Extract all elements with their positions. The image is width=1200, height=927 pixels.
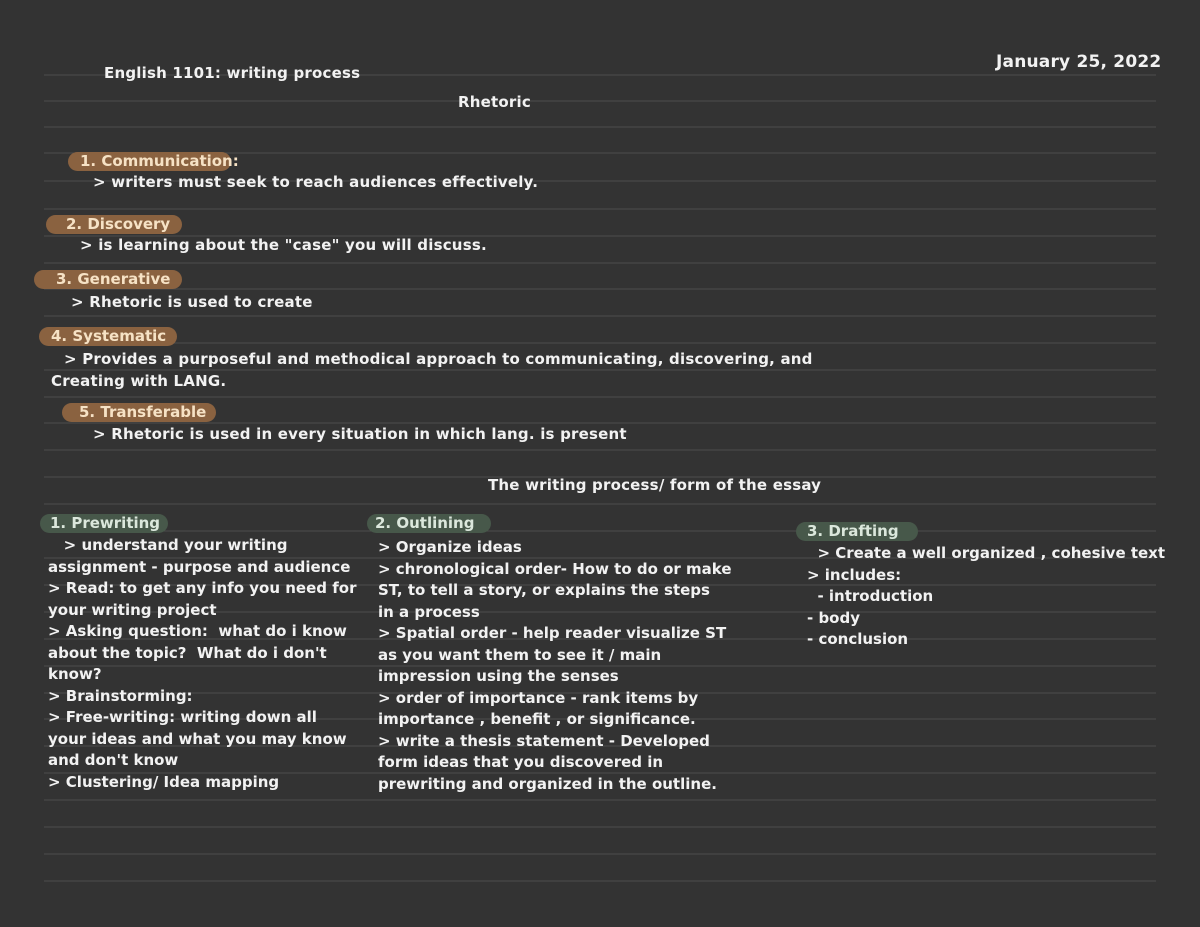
note-line: in a process <box>378 602 480 621</box>
note-line: and don't know <box>48 751 179 769</box>
note-line: your ideas and what you may know <box>48 729 347 748</box>
note-line: - body <box>807 608 861 627</box>
note-line: assignment - purpose and audience <box>48 557 351 576</box>
note-line: > Spatial order - help reader visualize ST <box>378 624 727 642</box>
rhetoric-heading-generative: 3. Generative <box>34 270 182 289</box>
note-line: > Organize ideas <box>378 538 522 556</box>
note-line: - introduction <box>807 587 934 605</box>
rhetoric-line: Creating with LANG. <box>51 372 227 390</box>
note-line: as you want them to see it / main <box>378 645 662 664</box>
note-line: prewriting and organized in the outline. <box>378 774 717 793</box>
note-line: > write a thesis statement - Developed <box>378 731 710 750</box>
rhetoric-heading-transferable: 5. Transferable <box>62 403 216 422</box>
rhetoric-line: > Provides a purposeful and methodical approach to communicating, discovering, and <box>64 350 813 368</box>
rhetoric-line: > Rhetoric is used in every situation in which lang. is present <box>93 425 627 443</box>
note-line: about the topic? What do i don't <box>48 643 327 662</box>
note-line: > chronological order- How to do or make <box>378 559 732 578</box>
note-line: impression using the senses <box>378 667 619 685</box>
drafting-notes <box>807 543 1165 651</box>
rhetoric-line: > is learning about the "case" you will discuss. <box>80 236 487 254</box>
note-line: > Asking question: what do i know <box>48 622 347 640</box>
note-line: form ideas that you discovered in <box>378 753 664 771</box>
rhetoric-heading-discovery: 2. Discovery <box>46 215 182 234</box>
note-line: > understand your writing <box>48 536 288 554</box>
rhetoric-heading-communication: 1. Communication: <box>68 152 231 171</box>
note-line: > order of importance - rank items by <box>378 688 699 707</box>
process-heading-drafting: 3. Drafting <box>796 522 918 541</box>
note-line: know? <box>48 665 102 683</box>
note-date: January 25, 2022 <box>996 52 1162 72</box>
rhetoric-line: > writers must seek to reach audiences effectively. <box>93 173 539 191</box>
note-line: your writing project <box>48 600 217 619</box>
process-heading-prewriting: 1. Prewriting <box>40 514 168 533</box>
note-line: > includes: <box>807 565 902 584</box>
process-title: The writing process/ form of the essay <box>488 476 822 494</box>
rhetoric-heading-systematic: 4. Systematic <box>39 327 177 346</box>
note-line: importance , benefit , or significance. <box>378 710 696 728</box>
course-title: English 1101: writing process <box>104 64 361 82</box>
note-line: > Free-writing: writing down all <box>48 708 317 726</box>
process-heading-outlining: 2. Outlining <box>367 514 491 533</box>
note-line: ST, to tell a story, or explains the steps <box>378 581 710 599</box>
rhetoric-line: > Rhetoric is used to create <box>71 293 313 311</box>
section-title-rhetoric: Rhetoric <box>458 93 531 111</box>
note-line: > Brainstorming: <box>48 686 193 705</box>
note-line: > Read: to get any info you need for <box>48 579 357 597</box>
prewriting-notes <box>48 535 356 793</box>
outlining-notes <box>378 537 732 795</box>
note-line: > Create a well organized , cohesive text <box>807 544 1166 562</box>
note-line: - conclusion <box>807 630 909 648</box>
note-line: > Clustering/ Idea mapping <box>48 772 280 791</box>
